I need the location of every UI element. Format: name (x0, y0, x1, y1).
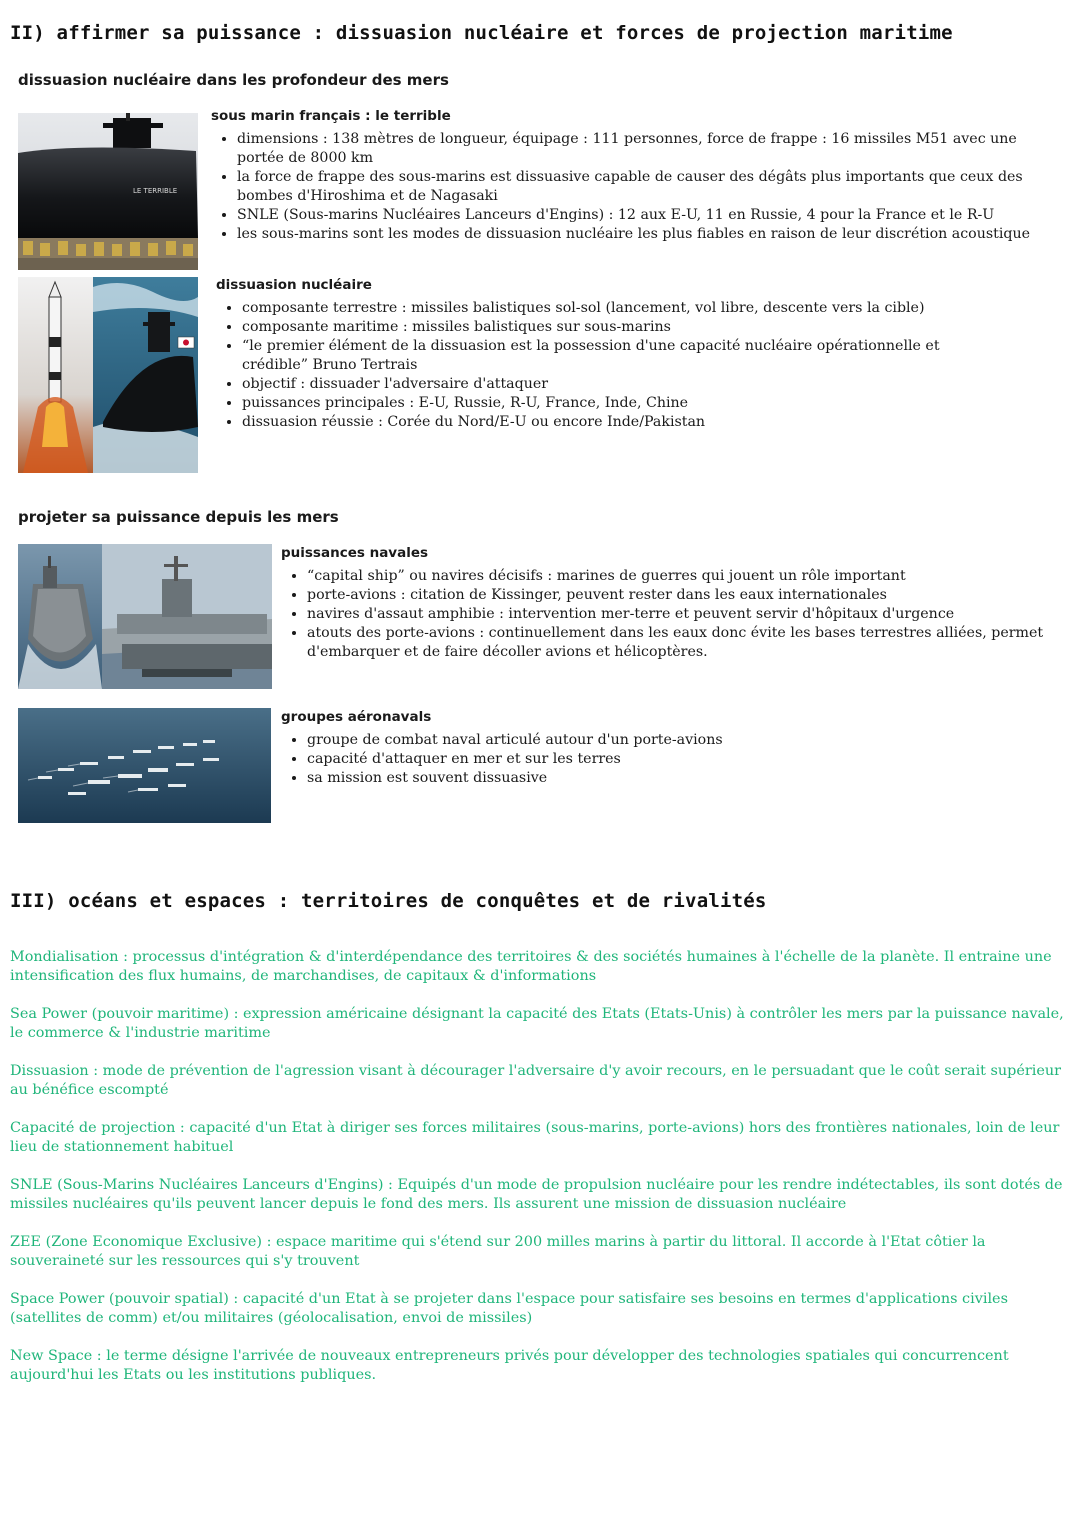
definitions-list (10, 948, 1065, 1404)
list-item: • les sous-marins sont les modes de dissuasion nucléaire les plus fiables en raison de leur discrétion acoustique (237, 225, 1056, 244)
list-item: • atouts des porte-avions : continuellement dans les eaux donc évite les bases terrestres alliées, permet d'embarquer et de faire décoller avions et hélicoptères. (307, 624, 1061, 662)
list-item: • groupe de combat naval articulé autour d'un porte-avions (307, 731, 1061, 750)
definition-sea-power: Sea Power (pouvoir maritime) : expression américaine désignant la capacité des Etats (Etats-Unis) à contrôler les mers par la puissance navale, le commerce & l'industrie maritime (10, 1006, 1064, 1041)
surfacing-submarine-photo (93, 277, 198, 473)
naval-powers-title: puissances navales (281, 545, 429, 561)
list-item: • porte-avions : citation de Kissinger, peuvent rester dans les eaux internationales (307, 586, 1061, 605)
definition-snle: SNLE (Sous-Marins Nucléaires Lanceurs d'Engins) : Equipés d'un mode de propulsion nucléaire pour les rendre indétectables, ils sont dotés de missiles nucléaires qu'ils peuvent lancer depuis le fond des mers. Ils assurent une mission de dissuasion nucléaire (10, 1177, 1063, 1212)
list-item: • “le premier élément de la dissuasion est la possession d'une capacité nucléaire opérationnelle et crédible” Bruno Tertrais (242, 337, 1061, 375)
nuclear-deterrence-title: dissuasion nucléaire (216, 277, 372, 293)
list-item: • dissuasion réussie : Corée du Nord/E-U ou encore Inde/Pakistan (242, 413, 1061, 432)
subheading-project-power: projeter sa puissance depuis les mers (18, 508, 339, 526)
definition-projection: Capacité de projection : capacité d'un Etat à diriger ses forces militaires (sous-marins, porte-avions) hors des frontières nationales, loin de leur lieu de stationnement habituel (10, 1120, 1060, 1155)
list-item: • composante terrestre : missiles balistiques sol-sol (lancement, vol libre, descente vers la cible) (242, 299, 1061, 318)
list-item: • SNLE (Sous-marins Nucléaires Lanceurs d'Engins) : 12 aux E-U, 11 en Russie, 4 pour la France et le R-U (237, 206, 1056, 225)
aircraft-carrier-photo (18, 544, 102, 689)
naval-fleet-photo (18, 708, 271, 823)
section-3-heading: III) océans et espaces : territoires de conquêtes et de rivalités (10, 890, 767, 912)
list-item: • dimensions : 138 mètres de longueur, équipage : 111 personnes, force de frappe : 16 missiles M51 avec une portée de 8000 km (237, 130, 1056, 168)
naval-powers-block (281, 545, 1061, 662)
list-item: • sa mission est souvent dissuasive (307, 769, 1061, 788)
section-2-heading: II) affirmer sa puissance : dissuasion nucléaire et forces de projection maritime (10, 22, 953, 44)
list-item: • la force de frappe des sous-marins est dissuasive capable de causer des dégâts plus importants que ceux des bombes d'Hiroshima et de Nagasaki (237, 168, 1056, 206)
definition-zee: ZEE (Zone Economique Exclusive) : espace maritime qui s'étend sur 200 milles marins à partir du littoral. Il accorde à l'Etat côtier la souveraineté sur les ressources qui s'y trouvent (10, 1234, 986, 1269)
submarine-block (211, 108, 1056, 244)
amphibious-ship-photo (102, 544, 272, 689)
nuclear-deterrence-list (216, 299, 1061, 432)
carrier-groups-list (281, 731, 1061, 788)
definition-mondialisation: Mondialisation : processus d'intégration & d'interdépendance des territoires & des sociétés humaines à l'échelle de la planète. Il entraine une intensification des flux humains, de marchandises, de capitaux & d'informations (10, 949, 1052, 984)
list-item: • puissances principales : E-U, Russie, R-U, France, Inde, Chine (242, 394, 1061, 413)
hull-lettering: LE TERRIBLE (133, 187, 178, 195)
subheading-deterrence-seas: dissuasion nucléaire dans les profondeur des mers (18, 71, 449, 89)
list-item: • objectif : dissuader l'adversaire d'attaquer (242, 375, 1061, 394)
carrier-groups-title: groupes aéronavals (281, 709, 432, 725)
list-item: • capacité d'attaquer en mer et sur les terres (307, 750, 1061, 769)
list-item: • composante maritime : missiles balistiques sur sous-marins (242, 318, 1061, 337)
list-item: • “capital ship” ou navires décisifs : marines de guerres qui jouent un rôle important (307, 567, 1061, 586)
nuclear-deterrence-block (216, 277, 1061, 432)
definition-dissuasion: Dissuasion : mode de prévention de l'agression visant à décourager l'adversaire d'y avoir recours, en le persuadant que le coût serait supérieur au bénéfice escompté (10, 1063, 1062, 1098)
naval-powers-list (281, 567, 1061, 662)
definition-space-power: Space Power (pouvoir spatial) : capacité d'un Etat à se projeter dans l'espace pour satisfaire ses besoins en termes d'applications civiles (satellites de comm) et/ou militaires (géolocalisation, envoi de missiles) (10, 1291, 1008, 1326)
missile-launch-photo (18, 277, 93, 473)
definition-new-space: New Space : le terme désigne l'arrivée de nouveaux entrepreneurs privés pour développer des technologies spatiales qui concurrencent aujourd'hui les Etats ou les institutions publiques. (10, 1348, 1009, 1383)
submarine-list (211, 130, 1056, 244)
list-item: • navires d'assaut amphibie : intervention mer-terre et peuvent servir d'hôpitaux d'urgence (307, 605, 1061, 624)
submarine-title: sous marin français : le terrible (211, 108, 451, 124)
carrier-groups-block (281, 709, 1061, 788)
submarine-photo (18, 113, 198, 270)
